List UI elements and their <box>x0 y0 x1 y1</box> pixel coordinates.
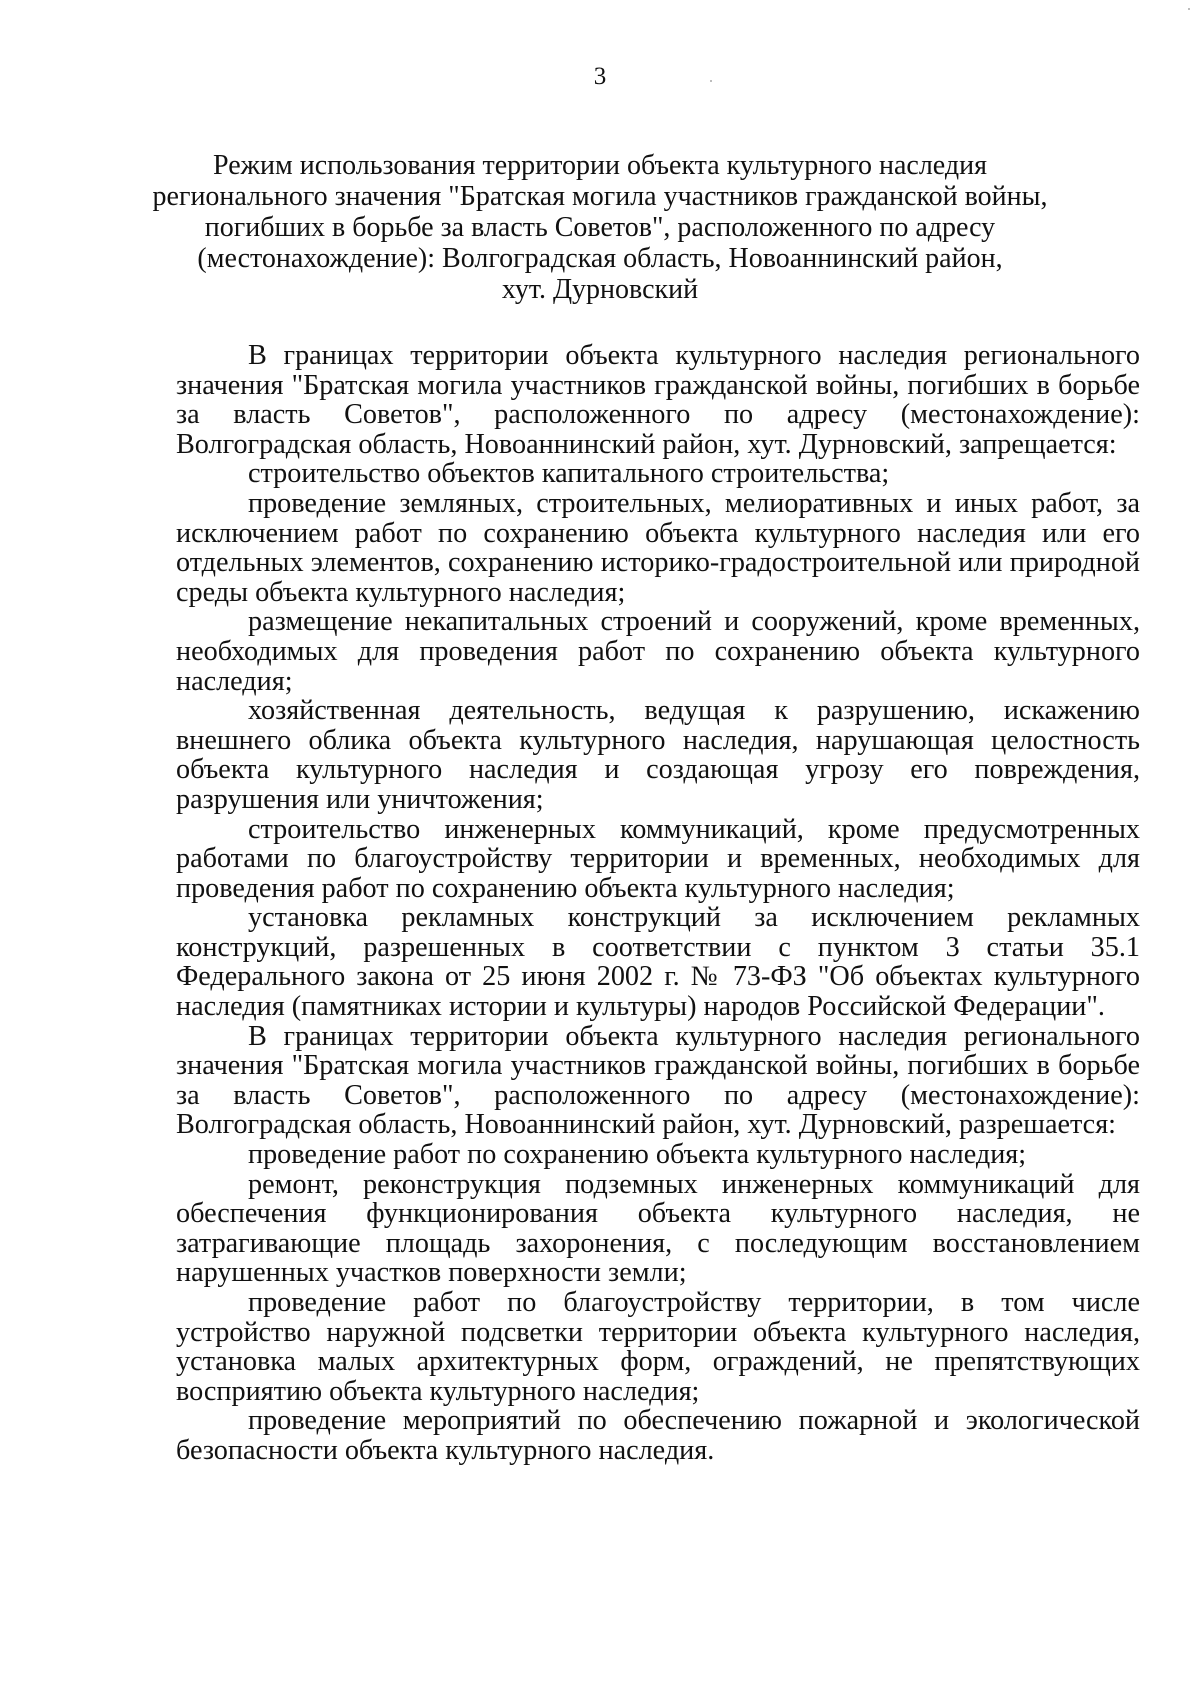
document-title <box>150 150 1050 305</box>
scan-speck <box>1188 8 1190 10</box>
title-line: (местонахождение): Волгоградская область, Новоаннинский район, <box>197 243 1003 274</box>
paragraph-list-item: установка рекламных конструкций за исключением рекламных конструкций, разрешенных в соответствии с пунктом 3 статьи 35.1 Федерального закона от 25 июня 2002 г. № 73-ФЗ "Об объектах культурного наследия (памятниках истории и культуры) народов Российской Федерации". <box>176 902 1140 1023</box>
paragraph-prohibition-intro: В границах территории объекта культурного наследия регионального значения "Братская могила участников гражданской войны, погибших в борьбе за власть Советов", расположенного по адресу (местонахождение): Волгоградская область, Новоаннинский район, хут. Дурновский, запрещается: <box>176 340 1140 460</box>
document-body <box>176 341 1140 1466</box>
paragraph-list-item: ремонт, реконструкция подземных инженерных коммуникаций для обеспечения функционирования объекта культурного наследия, не затрагивающие площадь захоронения, с последующим восстановлением нарушенных участков поверхности земли; <box>176 1168 1140 1289</box>
paragraph-list-item: строительство инженерных коммуникаций, кроме предусмотренных работами по благоустройству территории и временных, необходимых для проведения работ по сохранению объекта культурного наследия; <box>176 813 1140 904</box>
title-line: Режим использования территории объекта культурного наследия <box>213 150 987 181</box>
paragraph-list-item: хозяйственная деятельность, ведущая к разрушению, искажению внешнего облика объекта культурного наследия, нарушающая целостность объекта культурного наследия и создающая угрозу его повреждения, разрушения или уничтожения; <box>176 695 1140 815</box>
page-number: 3 <box>593 63 607 90</box>
title-line: погибших в борьбе за власть Советов", расположенного по адресу <box>204 212 996 243</box>
paragraph-permission-intro: В границах территории объекта культурного наследия регионального значения "Братская могила участников гражданской войны, погибших в борьбе за власть Советов", расположенного по адресу (местонахождение): Волгоградская область, Новоаннинский район, хут. Дурновский, разрешается: <box>176 1020 1140 1141</box>
title-line: хут. Дурновский <box>501 274 699 305</box>
paragraph-list-item: проведение работ по сохранению объекта культурного наследия; <box>248 1139 1027 1171</box>
paragraph-list-item: проведение работ по благоустройству территории, в том числе устройство наружной подсветки территории объекта культурного наследия, установка малых архитектурных форм, ограждений, не препятствующих восприятию объекта культурного наследия; <box>176 1287 1140 1407</box>
scan-speck <box>710 80 712 82</box>
paragraph-list-item: размещение некапитальных строений и сооружений, кроме временных, необходимых для проведения работ по сохранению объекта культурного наследия; <box>176 606 1140 697</box>
paragraph-list-item: проведение мероприятий по обеспечению пожарной и экологической безопасности объекта культурного наследия. <box>176 1405 1140 1466</box>
paragraph-list-item: проведение земляных, строительных, мелиоративных и иных работ, за исключением работ по сохранению объекта культурного наследия или его отдельных элементов, сохранению историко-градостроительной или природной среды объекта культурного наследия; <box>176 487 1140 608</box>
paragraph-list-item: строительство объектов капитального строительства; <box>248 458 890 490</box>
title-line: регионального значения "Братская могила участников гражданской войны, <box>152 181 1048 212</box>
